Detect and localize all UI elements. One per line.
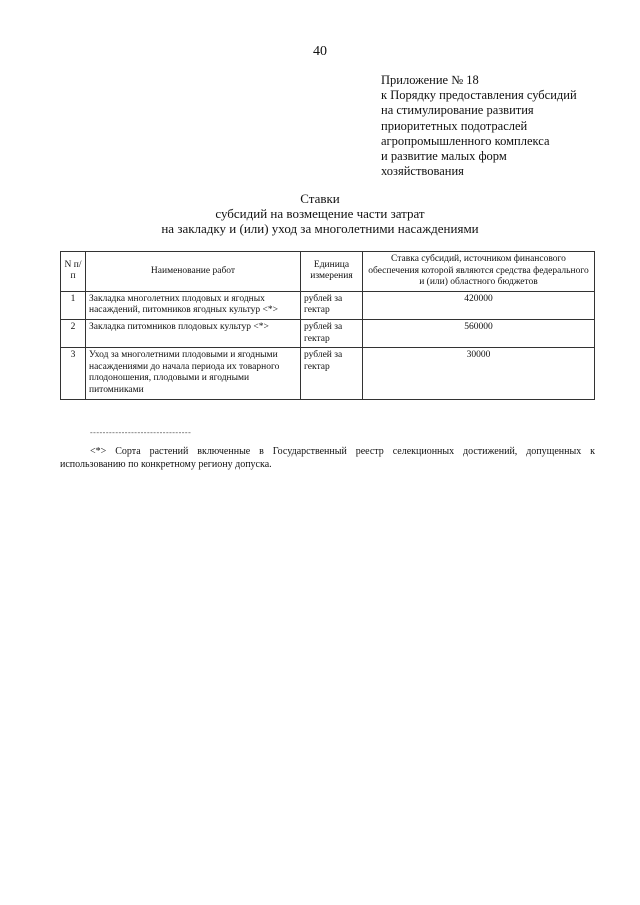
appendix-line: и развитие малых форм xyxy=(381,149,507,164)
row-name: Закладка многолетних плодовых и ягодных насаждений, питомников ягодных культур <*> xyxy=(86,291,301,319)
appendix-line: на стимулирование развития xyxy=(381,103,534,118)
row-num: 1 xyxy=(61,291,86,319)
footnote-text: <*> Сорта растений включенные в Государственный реестр селекционных достижений, допущенных к использованию по конкретному региону допуска. xyxy=(60,446,595,470)
appendix-line: хозяйствования xyxy=(381,164,464,179)
header-unit: Единица измерения xyxy=(301,252,363,292)
table-row xyxy=(61,291,595,319)
header-rate: Ставка субсидий, источником финансового обеспечения которой являются средства федерального и (или) областного бюджетов xyxy=(363,252,595,292)
table-row xyxy=(61,319,595,347)
row-rate: 560000 xyxy=(363,319,595,347)
subsidy-rates-table xyxy=(60,251,595,400)
table-header-row xyxy=(61,252,595,292)
appendix-reference xyxy=(381,73,621,179)
document-title xyxy=(0,191,640,236)
title-line: Ставки xyxy=(300,191,340,206)
row-unit: рублей за гектар xyxy=(301,348,363,399)
row-rate: 420000 xyxy=(363,291,595,319)
appendix-line: агропромышленного комплекса xyxy=(381,133,550,148)
footnote-separator: -------------------------------- xyxy=(90,428,192,437)
header-num: N п/п xyxy=(61,252,86,292)
table-row xyxy=(61,348,595,399)
title-line: на закладку и (или) уход за многолетними насаждениями xyxy=(161,221,479,236)
row-num: 2 xyxy=(61,319,86,347)
header-name: Наименование работ xyxy=(86,252,301,292)
row-num: 3 xyxy=(61,348,86,399)
row-rate: 30000 xyxy=(363,348,595,399)
row-name: Уход за многолетними плодовыми и ягодными насаждениями до начала периода их товарного плодоношения, плодовыми и ягодными питомниками xyxy=(86,348,301,399)
page-number: 40 xyxy=(313,44,327,59)
appendix-line: Приложение № 18 xyxy=(381,73,479,87)
appendix-line: приоритетных подотраслей xyxy=(381,118,528,133)
appendix-line: к Порядку предоставления субсидий xyxy=(381,88,577,103)
row-unit: рублей за гектар xyxy=(301,291,363,319)
row-unit: рублей за гектар xyxy=(301,319,363,347)
row-name: Закладка питомников плодовых культур <*> xyxy=(86,319,301,347)
title-line: субсидий на возмещение части затрат xyxy=(215,206,425,221)
